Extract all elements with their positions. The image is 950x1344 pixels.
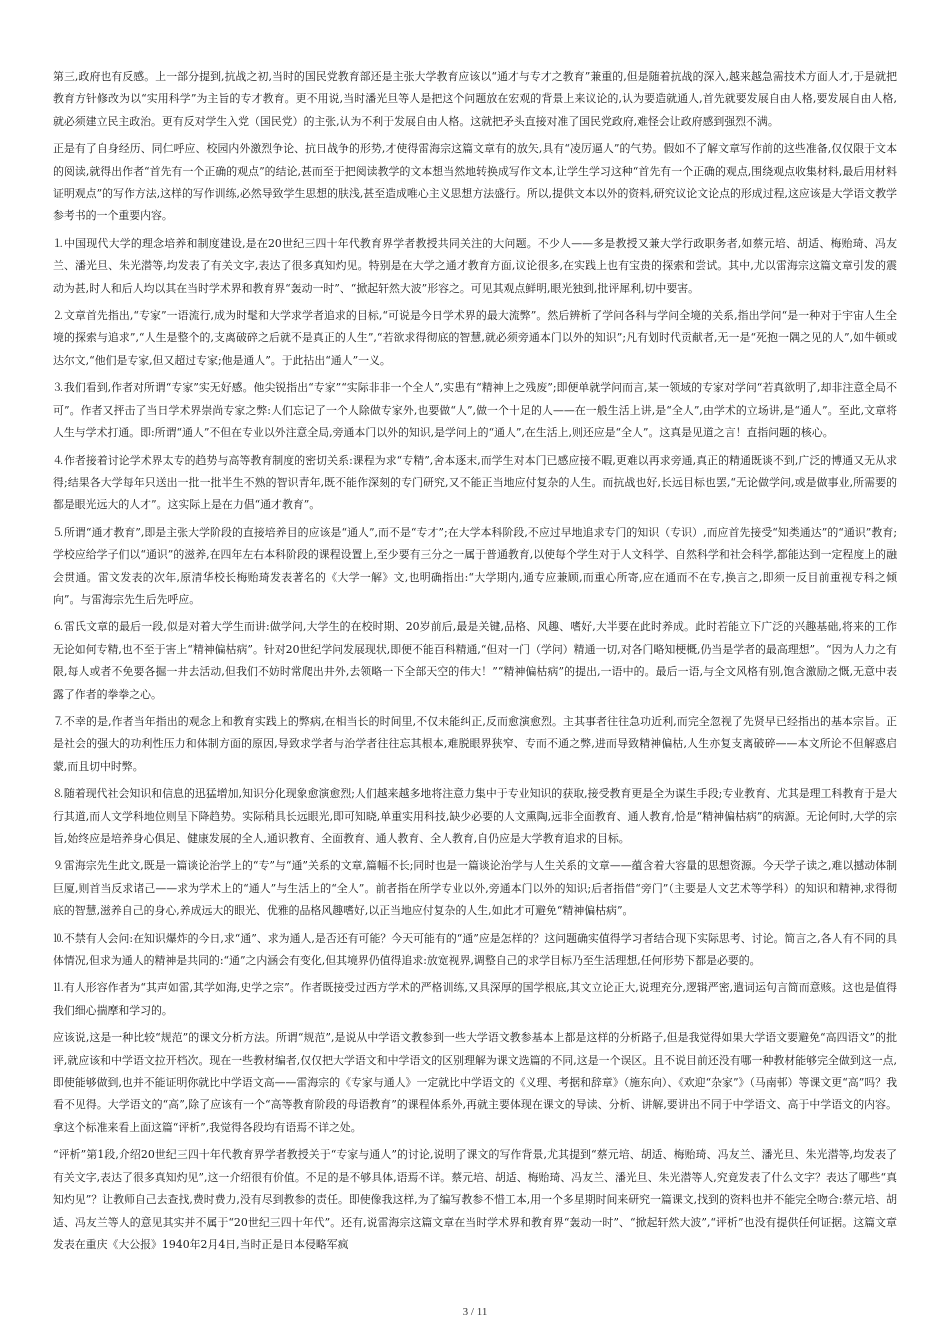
paragraph: ⒍雷氏文章的最后一段,似是对着大学生而讲:做学问,大学生的在校时期、20岁前后,最是关键,品格、风趣、嗜好,大半要在此时养成。此时若能立下广泛的兴趣基础,将来的工作无论如何专精,也不至于害上“精神偏枯病”。针对20世纪学问发展现状,即便不能百科精通,“但对一门（学问）精通一切,对各门略知梗概,仍当是学者的最高理想”。“因为人力之有限,每人或者不免要各掘一井去活动,但我们不妨时常爬出井外,去领略一下全部天空的伟大！”“精神偏枯病”的提出,一语中的。最后一语,与全文风格有别,饱含激励之慨,无意中表露了作者的拳拳之心。 (53, 620, 897, 701)
paragraph: ⒉文章首先指出,“专家”一语流行,成为时髦和大学求学者追求的目标,“可说是今日学术界的最大流弊”。然后辨析了学问各科与学问全境的关系,指出学问“是一种对于宇宙人生全境的探索与追求”,“人生是整个的,支离破碎之后就不是真正的人生”,“若欲求得彻底的智慧,就必须旁通本门以外的知识”;凡有划时代贡献者,无一是“死抱一隅之见的人”,如牛顿或达尔文,“他们是专家,但又超过专家;他是通人”。于此拈出“通人”一义。 (53, 309, 897, 367)
paragraph: 应该说,这是一种比较“规范”的课文分析方法。所谓“规范”,是说从中学语文教参到一些大学语文教参基本上都是这样的分析路子,但是我觉得如果大学语文要避免“高四语文”的批评,就应该和中学语文拉开档次。现在一些教材编者,仅仅把大学语文和中学语文的区别理解为课文选篇的不同,这是一个误区。且不说目前还没有哪一种教材能够完全做到这一点,即使能够做到,也并不能证明你就比中学语文高——雷海宗的《专家与通人》一定就比中学语文的《义理、考据和辞章》（施东向）、《欢迎“杂家”》（马南邨）等课文更“高”吗？我看不见得。大学语文的“高”,除了应该有一个“高等教育阶段的母语教育”的课程体系外,再就主要体现在课文的导读、分析、讲解,要讲出不同于中学语文、高于中学语文的内容。拿这个标准来看上面这篇“评析”,我觉得各段均有语焉不详之处。 (53, 1031, 897, 1134)
paragraph: ⒊我们看到,作者对所谓“专家”实无好感。他尖锐指出“专家”“实际非非一个全人”,实患有“精神上之残废”;即便单就学问而言,某一领域的专家对学问“若真欲明了,却非注意全局不可”。作者又抨击了当日学术界崇尚专家之弊:人们忘记了一个人除做专家外,也要做“人”,做一个十足的人——在一般生活上讲,是“全人”,由学术的立场讲,是“通人”。至此,文章将人生与学术打通。即:所谓“通人”不但在专业以外注意全局,旁通本门以外的知识,是学问上的“通人”,在生活上,则还应是“全人”。这真是见道之言！直指问题的核心。 (53, 381, 897, 440)
paragraph: ⒑不禁有人会问:在知识爆炸的今日,求“通”、求为通人,是否还有可能？今天可能有的“通”应是怎样的？这问题确实值得学习者结合现下实际思考、讨论。简言之,各人有不同的具体情况,但求为通人的精神是共同的:“通”之内涵会有变化,但其境界仍值得追求:放宽视界,调整自己的求学目标乃至生活理想,任何形势下都是必要的。 (53, 931, 897, 968)
paragraph: ⒐雷海宗先生此文,既是一篇谈论治学上的“专”与“通”关系的文章,篇幅不长;同时也是一篇谈论治学与人生关系的文章——蕴含着大容量的思想资源。今天学子读之,难以撼动体制巨厦,则首当反求诸己——求为学术上的“通人”与生活上的“全人”。前者指在所学专业以外,旁通本门以外的知识;后者指借“旁门”（主要是人文艺术等学科）的知识和精神,求得彻底的智慧,滋养自己的身心,养成远大的眼光、优雅的品格风趣嗜好,以正当地应付复杂的人生,如此才可避免“精神偏枯病”。 (53, 859, 897, 918)
paragraph: ⒏随着现代社会知识和信息的迅猛增加,知识分化现象愈演愈烈;人们越来越多地将注意力集中于专业知识的获取,接受教育更是全为谋生手段;专业教育、尤其是理工科教育于是大行其道,而人文学科地位则呈下降趋势。实际稍具长远眼光,即可知晓,单重实用科技,缺少必要的人文熏陶,远非全面教育、通人教育,恰是“精神偏枯病”的病源。无论何时,大学的宗旨,始终应是培养身心俱足、健康发展的全人,通识教育、全面教育、通人教育、全人教育,自仍应是大学教育追求的目标。 (53, 787, 897, 845)
paragraph: 第三,政府也有反感。上一部分提到,抗战之初,当时的国民党教育部还是主张大学教育应该以“通才与专才之教育”兼重的,但是随着抗战的深入,越来越急需技术方面人才,于是就把教育方针修改为以“实用科学”为主旨的专才教育。更不用说,当时潘光旦等人是把这个问题放在宏观的背景上来议论的,认为要造就通人,首先就要发展自由人格,要发展自由人格,就必须建立民主政治。更有反对学生入党（国民党）的主张,认为不利于发展自由人格。这就把矛头直接对准了国民党政府,难怪会让政府感到强烈不满。 (53, 70, 897, 128)
page-number: 3 / 11 (462, 1306, 488, 1318)
paragraph: ⒈中国现代大学的理念培养和制度建设,是在20世纪三四十年代教育界学者教授共同关注的大问题。不少人——多是教授又兼大学行政职务者,如蔡元培、胡适、梅贻琦、冯友兰、潘光旦、朱光潜等,均发表了有关文字,表达了很多真知灼见。特别是在大学之通才教育方面,议论很多,在实践上也有宝贵的探索和尝试。其中,尤以雷海宗这篇文章引发的震动为甚,时人和后人均以其在当时学术界和教育界“轰动一时”、“掀起轩然大波”形容之。可见其观点鲜明,眼光独到,批评犀利,切中要害。 (53, 236, 897, 295)
paragraph: ⒒有人形容作者为“其声如雷,其学如海,史学之宗”。作者既接受过西方学术的严格训练,又具深厚的国学根底,其文立论正大,说理充分,逻辑严密,遣词运句言简而意赅。这也是值得我们细心揣摩和学习的。 (53, 981, 897, 1017)
paragraph: “评析”第1段,介绍20世纪三四十年代教育界学者教授关于“专家与通人”的讨论,说明了课文的写作背景,尤其提到“蔡元培、胡适、梅贻琦、冯友兰、潘光旦、朱光潜等,均发表了有关文字,表达了很多真知灼见”,这一介绍很有价值。不足的是不够具体,语焉不详。蔡元培、胡适、梅贻琦、冯友兰、潘光旦、朱光潜等人,究竟发表了什么文字？表达了哪些“真知灼见”？让教师自己去查找,费时费力,没有尽到教参的责任。即使像我这样,为了编写教参不惜工本,用一个多星期时间来研究一篇课文,找到的资料也并不能完全吻合:蔡元培、胡适、冯友兰等人的意见其实并不属于“20世纪三四十年代”。还有,说雷海宗这篇文章在当时学术界和教育界“轰动一时”、“掀起轩然大波”,“评析”也没有提供任何证据。这篇文章发表在重庆《大公报》1940年2月4日,当时正是日本侵略军疯 (53, 1148, 897, 1251)
paragraph: ⒋作者接着讨论学术界太专的趋势与高等教育制度的密切关系:课程为求“专精”,舍本逐末,而学生对本门已感应接不暇,更难以再求旁通,真正的精通既谈不到,广泛的博通又无从求得;结果各大学每年只送出一批一批半生不熟的智识青年,既不能作深刻的专门研究,又不能正当地应付复杂的人生。而抗战也好,长远目标也罢,“无论做学问,或是做事业,所需要的都是眼光远大的人才”。这实际上是在力倡“通才教育”。 (53, 453, 897, 512)
paragraph: ⒎不幸的是,作者当年指出的观念上和教育实践上的弊病,在相当长的时间里,不仅未能纠正,反而愈演愈烈。主其事者往往急功近利,而完全忽视了先贤早已经指出的基本宗旨。正是社会的强大的功利性压力和体制方面的原因,导致求学者与治学者往往忘其根本,难脱眼界狭窄、专而不通之弊,进而导致精神偏枯,人生亦复支离破碎——本文所论不但解惑启蒙,而且切中时弊。 (53, 714, 897, 773)
document-body (53, 66, 897, 1256)
paragraph: ⒌所谓“通才教育”,即是主张大学阶段的直接培养目的应该是“通人”,而不是“专才”;在大学本科阶段,不应过早地追求专门的知识（专识）,而应首先接受“知类通达”的“通识”教育;学校应给学子们以“通识”的滋养,在四年左右本科阶段的课程设置上,至少要有三分之一属于普通教育,以使每个学生对于人文科学、自然科学和社会科学,都能达到一定程度上的融会贯通。雷文发表的次年,原清华校长梅贻琦发表著名的《大学一解》文,也明确指出:“大学期内,通专应兼顾,而重心所寄,应在通而不在专,换言之,即须一反目前重视专科之倾向”。与雷海宗先生后先呼应。 (53, 525, 897, 606)
paragraph: 正是有了自身经历、同仁呼应、校园内外激烈争论、抗日战争的形势,才使得雷海宗这篇文章有的放矢,具有“凌厉逼人”的气势。假如不了解文章写作前的这些准备,仅仅限于文本的阅读,就得出作者“首先有一个正确的观点”的结论,甚而至于把阅读教学的文本想当然地转换成写作文本,让学生学习这种“首先有一个正确的观点,围绕观点收集材料,最后用材料证明观点”的写作方法,这样的写作训练,必然导致学生思想的肤浅,甚至造成唯心主义思想方法盛行。所以,提供文本以外的资料,研究议论文论点的形成过程,这应该是大学语文教学参考书的一个重要内容。 (53, 142, 897, 223)
